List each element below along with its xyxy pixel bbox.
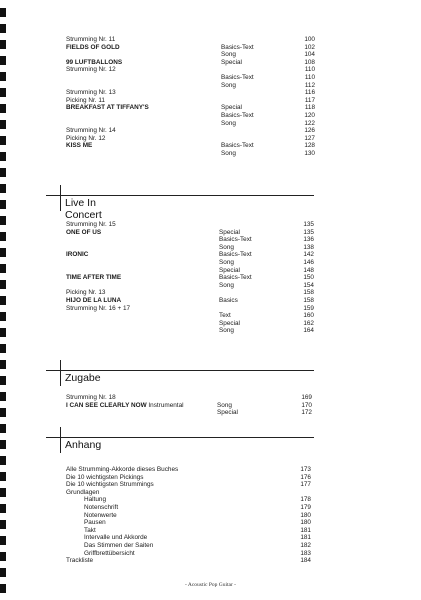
binding-hole xyxy=(0,184,6,193)
toc-row xyxy=(66,36,315,43)
binding-hole xyxy=(0,376,6,385)
toc-entry-sub: Song xyxy=(219,259,234,266)
toc-row xyxy=(66,127,315,134)
toc-entry-sub: Special xyxy=(221,58,242,66)
toc-entry-sub: Special xyxy=(221,104,242,112)
toc-entry-page: 158 xyxy=(303,289,314,297)
toc-row xyxy=(66,66,315,73)
toc-entry-page: 126 xyxy=(304,127,315,135)
toc-entry-sub: Basics-Text xyxy=(219,251,252,259)
toc-entry-title: Picking Nr. 13 xyxy=(66,289,106,297)
binding-hole xyxy=(0,440,6,449)
toc-entry-page: 183 xyxy=(300,549,311,557)
toc-row xyxy=(66,44,315,51)
toc-entry-page: 118 xyxy=(304,104,315,112)
binding-hole xyxy=(0,168,6,177)
toc-row xyxy=(66,409,312,416)
binding-hole xyxy=(0,424,6,433)
toc-entry-page: 158 xyxy=(303,297,314,304)
toc-entry-page: 102 xyxy=(304,43,315,51)
toc-entry-page: 112 xyxy=(304,81,315,89)
binding-hole xyxy=(0,248,6,257)
toc-entry-title: FIELDS OF GOLD xyxy=(66,43,120,51)
toc-entry-sub: Basics-Text xyxy=(219,236,252,244)
binding-hole xyxy=(0,552,6,561)
toc-entry-page: 120 xyxy=(304,112,315,119)
toc-entry-page: 150 xyxy=(303,274,314,282)
toc-entry-page: 138 xyxy=(303,243,314,251)
toc-entry-title: 99 LUFTBALLONS xyxy=(66,58,123,66)
toc-entry-page: 148 xyxy=(303,266,314,274)
toc-entry-page: 146 xyxy=(303,259,314,266)
toc-entry-title: Strumming Nr. 14 xyxy=(66,127,116,135)
binding-hole xyxy=(0,152,6,161)
toc-entry-title: TIME AFTER TIME xyxy=(66,274,122,282)
binding-hole xyxy=(0,72,6,81)
binding-hole xyxy=(0,360,6,369)
binding-hole xyxy=(0,488,6,497)
toc-entry-page: 179 xyxy=(300,504,311,511)
toc-row xyxy=(66,104,315,111)
toc-entry-page: 100 xyxy=(304,36,315,43)
toc-entry-title: Strumming Nr. 16 + 17 xyxy=(66,304,131,312)
binding-hole xyxy=(0,392,6,401)
binding-hole xyxy=(0,200,6,209)
toc-entry-page: 173 xyxy=(300,466,311,473)
toc-row xyxy=(66,312,314,319)
toc-entry-page: 180 xyxy=(300,511,311,519)
toc-entry-title: Strumming Nr. 15 xyxy=(66,221,116,228)
toc-entry-page: 108 xyxy=(304,58,315,66)
toc-entry-title: ONE OF US xyxy=(66,228,102,236)
binding-hole xyxy=(0,232,6,241)
toc-entry-page: 136 xyxy=(303,236,314,244)
toc-row xyxy=(66,282,314,289)
toc-entry-title: Haltung xyxy=(84,496,107,504)
toc-entry-title: Grundlagen xyxy=(66,488,100,496)
toc-entry-sub: Special xyxy=(219,266,240,274)
toc-row xyxy=(66,519,311,526)
binding-hole xyxy=(0,520,6,529)
toc-entry-page: 181 xyxy=(300,534,311,542)
toc-entry-sub: Song xyxy=(221,51,236,59)
toc-row xyxy=(66,394,312,401)
toc-entry-title: HIJO DE LA LUNA xyxy=(66,297,122,304)
toc-row xyxy=(66,150,315,157)
toc-entry-title: Das Stimmen der Saiten xyxy=(84,542,154,549)
toc-entry-sub: Text xyxy=(219,312,231,320)
toc-entry-page: 178 xyxy=(300,496,311,504)
binding-hole xyxy=(0,472,6,481)
binding-hole xyxy=(0,136,6,145)
toc-row xyxy=(66,474,311,481)
section-rule xyxy=(46,437,314,438)
binding-hole xyxy=(0,328,6,337)
toc-entry-page: 170 xyxy=(301,401,312,409)
toc-entry-page: 122 xyxy=(304,119,315,127)
toc-row xyxy=(66,305,314,312)
toc-row xyxy=(66,466,311,473)
toc-entry-page: 154 xyxy=(303,281,314,289)
binding-hole xyxy=(0,280,6,289)
toc-entry-title: BREAKFAST AT TIFFANY'S xyxy=(66,104,149,112)
binding-hole xyxy=(0,456,6,465)
toc-entry-page: 142 xyxy=(303,251,314,259)
toc-entry-page: 104 xyxy=(304,51,315,59)
toc-entry-sub: Basics-Text xyxy=(221,112,254,119)
toc-row xyxy=(66,244,314,251)
section-divider xyxy=(60,185,61,211)
toc-row xyxy=(66,527,311,534)
toc-entry-title: Die 10 wichtigsten Pickings xyxy=(66,473,144,481)
binding-hole xyxy=(0,8,6,17)
toc-entry-page: 160 xyxy=(303,312,314,320)
toc-row xyxy=(66,236,314,243)
toc-entry-title: Die 10 wichtigsten Strummings xyxy=(66,481,154,489)
toc-row xyxy=(66,59,315,66)
toc-entry-sub: Song xyxy=(221,81,236,89)
section-divider xyxy=(60,360,61,386)
toc-entry-page: 169 xyxy=(301,394,312,401)
toc-row xyxy=(66,297,314,304)
toc-entry-page: 180 xyxy=(300,519,311,527)
section-divider xyxy=(60,427,61,453)
toc-row xyxy=(66,504,311,511)
toc-row xyxy=(66,402,312,409)
toc-row xyxy=(66,557,311,564)
binding-hole xyxy=(0,120,6,129)
section-title-zugabe: Zugabe xyxy=(65,372,101,384)
binding-hole xyxy=(0,408,6,417)
toc-row xyxy=(66,267,314,274)
binding-hole xyxy=(0,296,6,305)
toc-entry-sub: Song xyxy=(221,119,236,127)
binding-hole xyxy=(0,504,6,513)
toc-row xyxy=(66,51,315,58)
toc-entry-title: Strumming Nr. 11 xyxy=(66,36,116,43)
toc-entry-page: 164 xyxy=(303,327,314,335)
toc-entry-title: Notenwerte xyxy=(84,511,117,519)
toc-entry-sub: Basics-Text xyxy=(221,43,254,51)
toc-entry-sub: Special xyxy=(219,319,240,327)
toc-entry-title: Griffbrettübersicht xyxy=(84,549,135,557)
binding-hole xyxy=(0,88,6,97)
toc-entry-title: Picking Nr. 11 xyxy=(66,96,105,104)
toc-entry-title: Intervalle und Akkorde xyxy=(84,534,148,542)
toc-row xyxy=(66,512,311,519)
binding-hole xyxy=(0,40,6,49)
toc-row xyxy=(66,112,315,119)
toc-entry-title: Strumming Nr. 13 xyxy=(66,89,116,97)
toc-entry-page: 162 xyxy=(303,319,314,327)
toc-entry-suffix: Instrumental xyxy=(146,401,184,409)
toc-row xyxy=(66,289,314,296)
toc-entry-title: Strumming Nr. 12 xyxy=(66,66,116,74)
toc-entry-title: Trackliste xyxy=(66,557,94,565)
toc-entry-page: 117 xyxy=(304,96,315,104)
toc-row xyxy=(66,320,314,327)
toc-entry-title: KISS ME xyxy=(66,142,93,150)
toc-entry-page: 181 xyxy=(300,526,311,534)
binding-hole xyxy=(0,216,6,225)
binding-hole xyxy=(0,104,6,113)
binding-hole xyxy=(0,344,6,353)
toc-entry-sub: Special xyxy=(219,228,240,236)
toc-entry-title: Pausen xyxy=(84,519,106,527)
toc-entry-page: 110 xyxy=(304,66,315,74)
toc-entry-title: Notenschrift xyxy=(84,504,119,511)
toc-row xyxy=(66,481,311,488)
toc-entry-title: Alle Strumming-Akkorde dieses Buches xyxy=(66,466,179,473)
toc-row xyxy=(66,327,314,334)
toc-entry-sub: Basics xyxy=(219,297,238,304)
toc-row xyxy=(66,274,314,281)
toc-row xyxy=(66,82,315,89)
toc-entry-page: 172 xyxy=(301,409,312,417)
toc-row xyxy=(66,251,314,258)
toc-entry-sub: Song xyxy=(219,243,234,251)
toc-entry-sub: Special xyxy=(217,409,238,417)
toc-entry-page: 127 xyxy=(304,134,315,142)
toc-entry-title: I CAN SEE CLEARLY NOW Instrumental xyxy=(66,401,184,409)
toc-entry-sub: Song xyxy=(217,401,232,409)
toc-row xyxy=(66,74,315,81)
toc-entry-page: 176 xyxy=(300,473,311,481)
toc-row xyxy=(66,542,311,549)
toc-entry-page: 116 xyxy=(304,89,315,97)
toc-entry-sub: Song xyxy=(221,150,236,157)
binding-hole xyxy=(0,56,6,65)
section-title-anhang: Anhang xyxy=(65,439,102,451)
binding-hole xyxy=(0,568,6,577)
section-rule xyxy=(46,370,314,371)
toc-row xyxy=(66,89,315,96)
toc-entry-page: 135 xyxy=(303,228,314,236)
toc-entry-page: 128 xyxy=(304,142,315,150)
toc-entry-title: IRONIC xyxy=(66,251,89,259)
section-rule xyxy=(46,195,314,196)
page-footer: - Acoustic Pop Guitar - xyxy=(184,582,237,588)
toc-row xyxy=(66,534,311,541)
toc-row xyxy=(66,221,314,228)
toc-entry-page: 159 xyxy=(303,304,314,312)
toc-row xyxy=(66,489,311,496)
toc-row xyxy=(66,135,315,142)
toc-entry-title: Takt xyxy=(84,526,96,534)
toc-entry-title: Strumming Nr. 18 xyxy=(66,394,116,401)
toc-entry-page: 130 xyxy=(304,150,315,157)
binding-hole xyxy=(0,312,6,321)
binding-hole xyxy=(0,24,6,33)
toc-entry-sub: Song xyxy=(219,327,234,335)
binding-hole xyxy=(0,264,6,273)
toc-entry-sub: Song xyxy=(219,281,234,289)
toc-entry-page: 110 xyxy=(304,74,315,81)
toc-entry-page: 184 xyxy=(300,557,311,565)
toc-entry-page: 177 xyxy=(300,481,311,489)
toc-entry-sub: Basics-Text xyxy=(221,142,254,150)
binding-hole xyxy=(0,536,6,545)
toc-entry-sub: Basics-Text xyxy=(219,274,252,282)
toc-row xyxy=(66,496,311,503)
spiral-binding xyxy=(0,0,9,600)
toc-row xyxy=(66,259,314,266)
toc-entry-page: 182 xyxy=(300,542,311,549)
toc-entry-title: Picking Nr. 12 xyxy=(66,134,106,142)
toc-row xyxy=(66,120,315,127)
toc-row xyxy=(66,550,311,557)
toc-row xyxy=(66,97,315,104)
section-title-concert: Live In Concert xyxy=(65,197,102,221)
toc-entry-sub: Basics-Text xyxy=(221,74,254,81)
toc-entry-page: 135 xyxy=(303,221,314,228)
toc-row xyxy=(66,142,315,149)
toc-row xyxy=(66,229,314,236)
